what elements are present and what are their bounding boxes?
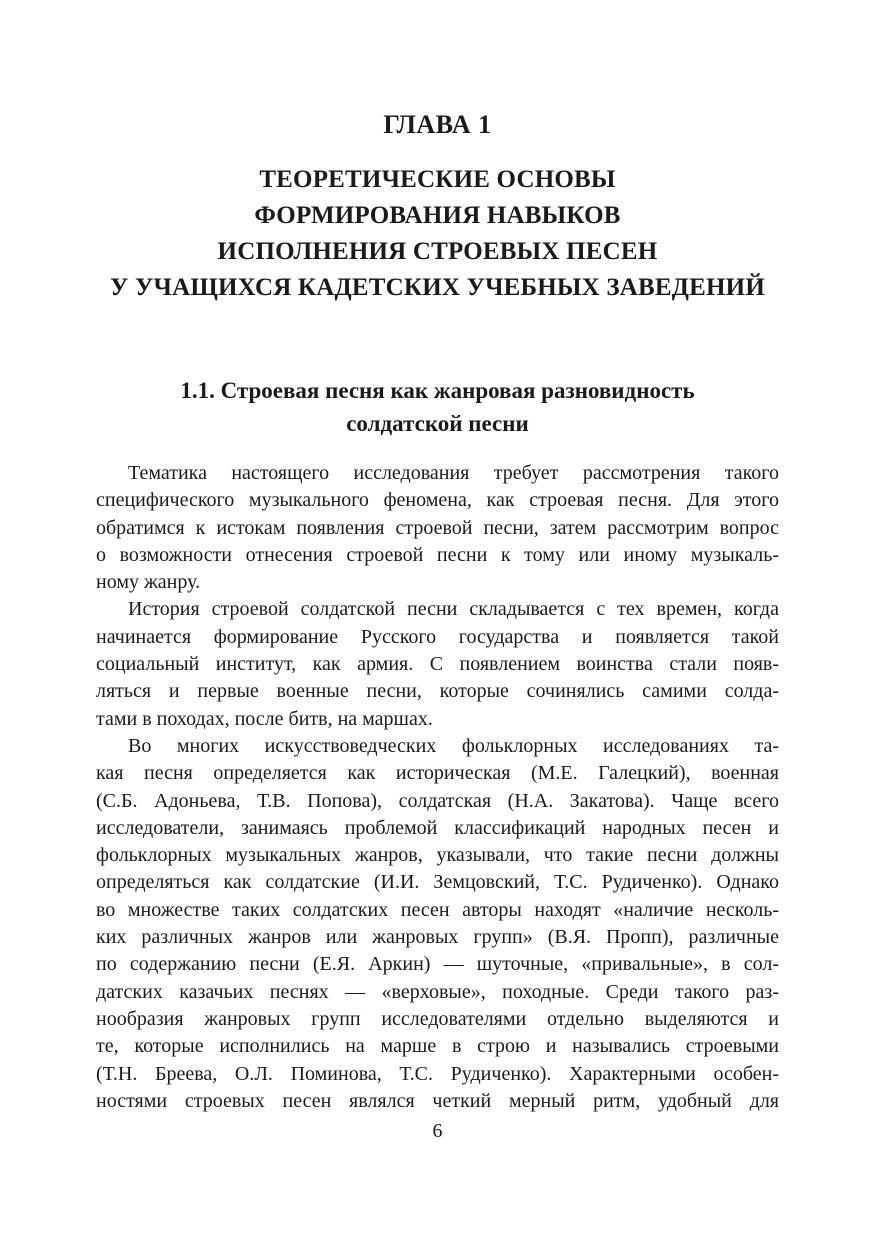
text-line: нообразия жанровых групп исследователями отдельно выделяются и — [96, 1007, 779, 1030]
chapter-title-line: ТЕОРЕТИЧЕСКИЕ ОСНОВЫ — [259, 166, 616, 193]
text-line: обратимся к истокам появления строевой песни, затем рассмотрим вопрос — [96, 516, 779, 539]
body-text — [96, 460, 779, 1115]
chapter-title-line: ИСПОЛНЕНИЯ СТРОЕВЫХ ПЕСЕН — [217, 238, 658, 265]
section-title-line: 1.1. Строевая песня как жанровая разновидность — [180, 378, 695, 403]
text-line: ких различных жанров или жанровых групп» (В.Я. Пропп), различные — [96, 926, 779, 949]
text-line: фольклорных музыкальных жанров, указывали, что такие песни должны — [96, 844, 779, 867]
text-line: о возможности отнесения строевой песни к тому или иному музыкаль- — [96, 543, 779, 566]
text-line: ляться и первые военные песни, которые сочинялись самими солда- — [96, 680, 779, 703]
text-line: начинается формирование Русского государства и появляется такой — [96, 625, 779, 648]
text-line: те, которые исполнились на марше в строю и назывались строевыми — [96, 1035, 779, 1058]
text-line: датских казачьих песнях — «верховые», походные. Среди такого раз- — [96, 980, 779, 1003]
text-line: специфического музыкального феномена, как строевая песня. Для этого — [96, 489, 779, 512]
text-line: по содержанию песни (Е.Я. Аркин) — шуточные, «привальные», в сол- — [96, 953, 779, 976]
text-line: (Т.Н. Бреева, О.Л. Поминова, Т.С. Рудиченко). Характерными особен- — [96, 1062, 779, 1085]
text-line: (С.Б. Адоньева, Т.В. Попова), солдатская (Н.А. Закатова). Чаще всего — [96, 789, 779, 812]
text-line: определяться как солдатские (И.И. Земцовский, Т.С. Рудиченко). Однако — [96, 871, 779, 894]
text-line: Во многих искусствоведческих фольклорных исследованиях та- — [128, 734, 779, 757]
chapter-title-line: ФОРМИРОВАНИЯ НАВЫКОВ — [254, 202, 621, 229]
chapter-label: ГЛАВА 1 — [383, 110, 492, 139]
text-line: ностями строевых песен являлся четкий мерный ритм, удобный для — [96, 1089, 779, 1112]
chapter-title-line: У УЧАЩИХСЯ КАДЕТСКИХ УЧЕБНЫХ ЗАВЕДЕНИЙ — [110, 274, 765, 301]
chapter-title — [60, 162, 815, 306]
text-line: История строевой солдатской песни складывается с тех времен, когда — [128, 598, 779, 621]
section-title — [100, 374, 775, 440]
paragraph — [96, 596, 779, 732]
text-line: во множестве таких солдатских песен авторы находят «наличие несколь- — [96, 898, 779, 921]
section-title-line: солдатской песни — [346, 411, 529, 436]
page-number: 6 — [432, 1120, 443, 1142]
text-line: Тематика настоящего исследования требует рассмотрения такого — [128, 462, 779, 484]
text-line: кая песня определяется как историческая (М.Е. Галецкий), военная — [96, 762, 779, 785]
text-line: исследователи, занимаясь проблемой классификаций народных песен и — [96, 816, 779, 839]
paragraph — [96, 460, 779, 596]
paragraph — [96, 733, 779, 1115]
text-line: ному жанру. — [96, 571, 201, 594]
text-line: тами в походах, после битв, на маршах. — [96, 707, 433, 730]
text-line: социальный институт, как армия. С появлением воинства стали появ- — [96, 653, 779, 676]
